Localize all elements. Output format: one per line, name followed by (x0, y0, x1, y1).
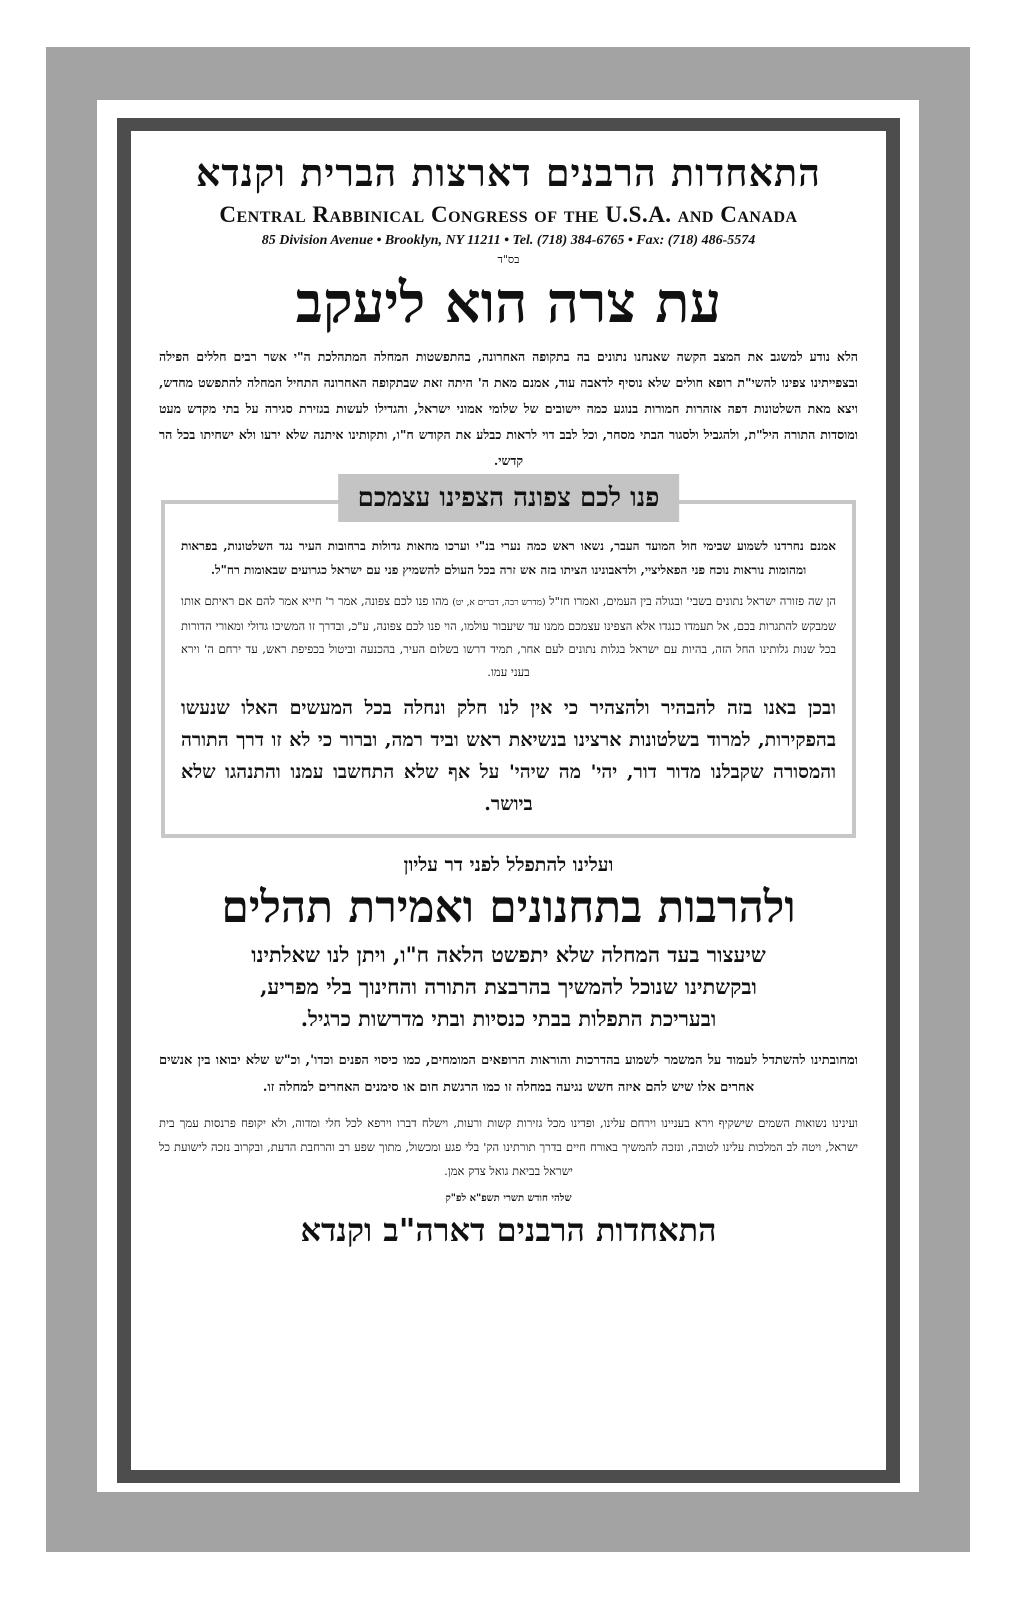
boxed-section (161, 483, 856, 838)
prayer-section (159, 854, 858, 1035)
org-address: 85 Division Avenue • Brooklyn, NY 11211 • Tel. (718) 384-6765 • Fax: (718) 486-5574 (261, 233, 756, 248)
box-paragraph-1: אמנם נחרדנו לשמוע שבימי חול המועד העבר, נשאו ראש כמה נערי בנ"י וערכו מחאות גדולות ברחובות העיר נגד השלטונות, בפראות ומהומות נוראות נוכח פני הפאליציי, ולדאבונינו הציתו בזה אש זרה בכל העולם להשמיץ פני עם ישראל כגרועים שבאומות רח"ל. (181, 539, 836, 577)
intro-paragraph: הלא נודע למשגב את המצב הקשה שאנחנו נתונים בה בתקופה האחרונה, בהתפשטות המחלה המתהלכת ה"י אשר רבים חללים הפילה ובצפייתינו צפינו להשי"ת רופא חולים שלא נוסיף לדאבה עוד, אמנם מאת ה' היתה זאת שבתקופה האחרונה התחיל המחלה להתפשט מחדש, ויצא מאת השלטונות דפה אזהרות חמורות בנוגע כמה יישובים של שלומי אמוני ישראל, והגדילו לעשות בגזירת סגירה על בתי מקדש מעט ומוסדות התורה היל"ת, ולהגביל ולסגור הבתי מסחר, וכל לבב דוי לראות כבלע את הקודש ח"ו, ותקותינו איתנה שלא ירעו ולא ישחיתו בכל הר קדשי. (159, 349, 858, 468)
source-reference: (מדרש רבה, דברים א, יט) (452, 598, 546, 608)
prayer-line-2: ובקשתינו שנוכל להמשיך בהרבצת התורה והחינוך בלי מפריע, (260, 974, 757, 999)
date-line: שלהי חודש תשרי תשפ"א לפ"ק (445, 1193, 572, 1204)
hebrew-org-title: התאחדות הרבנים דארצות הברית וקנדא (195, 150, 822, 195)
signature: התאחדות הרבנים דארה"ב וקנדא (300, 1211, 717, 1249)
main-headline: עת צרה הוא ליעקב (295, 270, 722, 336)
box-banner: פנו לכם צפונה הצפינו עצמכם (338, 474, 680, 522)
box-declaration: ובכן באנו בזה להבהיר ולהצהיר כי אין לנו חלק ונחלה בכל המעשים האלו שנעשו בהפקירות, למרוד בשלטונות ארצינו בנשיאת ראש וביד רמה, וברור כי לא זו דרך התורה והמסורה שקבלנו מדור דור, יהי' מה שיהי' על אף שלא התחשבו עמנו והתנהגו שלא ביושר. (181, 697, 836, 815)
header (159, 151, 858, 266)
prayer-line-3: ובעריכת התפלות בבתי כנסיות ובתי מדרשות כרגיל. (300, 1006, 717, 1031)
duty-paragraph: ומחובתינו להשתדל לעמוד על המשמר לשמוע בהדרכות והוראות הרופאים המומחים, כמו כיסוי הפנים וכדו', וכ"ש שלא יבואו בין אנשים אחרים אלו שיש להם איזה חשש נגיעה במחלה זו כמו הרגשת חום או סימנים האחרים למחלה זו. (159, 1053, 858, 1095)
box-paragraph-2-start: הן שה פזורה ישראל נתונים בשבי' ובגולה בין העמים, ואמרו חז"ל (549, 594, 837, 608)
notice-page (131, 131, 886, 1470)
prayer-headline: ולהרבות בתחנונים ואמירת תהלים (221, 882, 796, 933)
english-org-title: Central Rabbinical Congress of the U.S.A. and Canada (219, 202, 798, 227)
box-paragraph-2-end: מהו פנו לכם צפונה, אמר ר' חייא אמר להם אם ראיתם אותו שמבקש להתגרות בכם, אל תעמדו כנגדו אלא הצפינו עצמכם ממנו עד שיעבור עולמו, הוי פנו לכם צפונה, ע"כ, ובדרך זו המשיכו גדולי ומאורי הדורות בכל שנות גלותינו החל הזה, בהיות עם ישראל בגלות נתונים לעם אחר, תמיד דרשו בשלום העיר, בהכנעה וביטול בכפיפת ראש, עד ירחם ה' וירא בעני עמו. (181, 594, 836, 679)
prayer-intro: ועלינו להתפלל לפני דר עליון (403, 854, 614, 876)
bsd-mark: בס"ד (497, 253, 520, 266)
blessing-paragraph: ועינינו נשואות השמים שישקיף וירא בעניינו וירחם עלינו, ופדינו מכל גזירות קשות ורעות, וישלח דברו וירפא לכל חלי ומדוה, ולא יקופח פרנסות עמך בית ישראל, ויטה לב המלכות עלינו לטובה, ונזכה להמשיך באורח חיים בדרך תורתינו הק' בלי פגע ומכשול, מתוך שפע רב והרחבת הדעת, ובקרוב נזכה לישועת כל ישראל בביאת גואל צדק אמן. (159, 1116, 858, 1178)
box-paragraph-2 (181, 590, 836, 684)
prayer-line-1: שיעצור בעד המחלה שלא יתפשט הלאה ח"ו, ויתן לנו שאלתינו (251, 942, 766, 967)
